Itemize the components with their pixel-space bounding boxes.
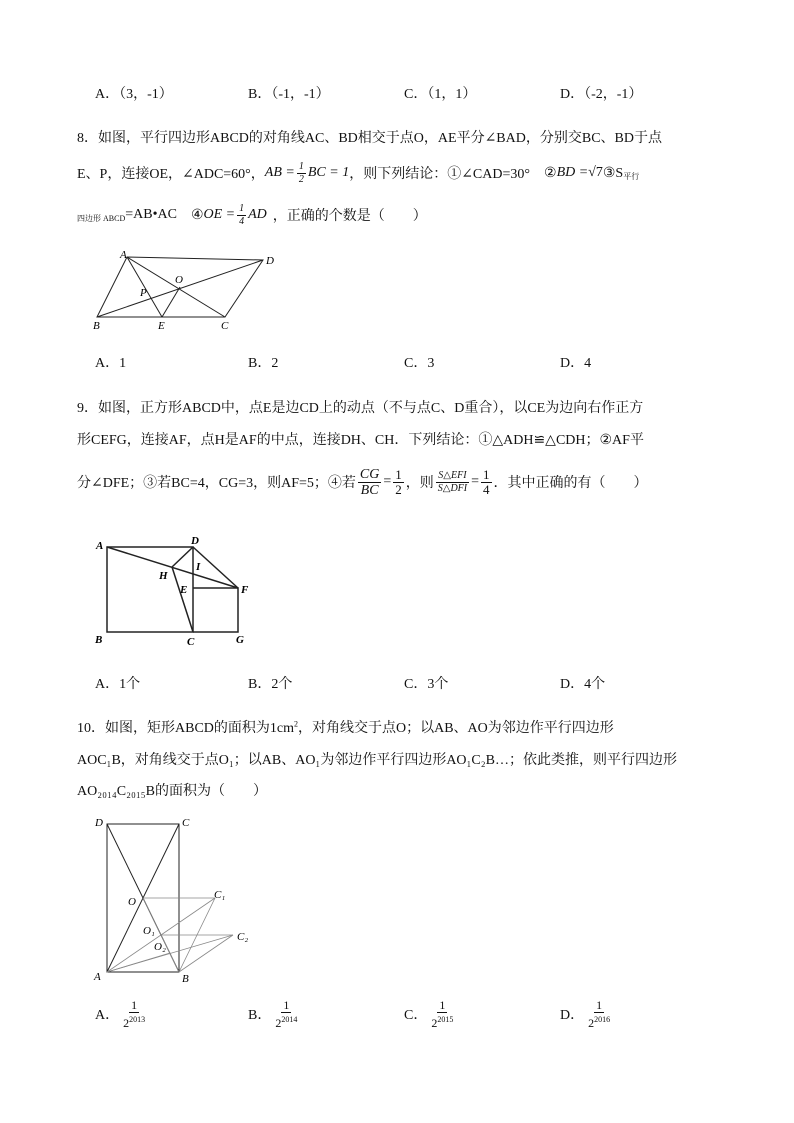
q9-l3-question: ．其中正确的有（ ） (493, 476, 648, 491)
q9-eq-1: = (383, 474, 392, 489)
q7-option-d: D．（-2，-1） (560, 87, 643, 102)
q8-label-c: C (221, 320, 229, 332)
q8-option-a: A．1 (95, 356, 127, 371)
q9-area-ratio-fraction: $\frac{\text{S△EFI}}{\text{S△DFI}}$ (437, 469, 468, 494)
q9-half-fraction: $\frac{1}{2}$ (395, 466, 402, 497)
q8-sub-1: 平行 (623, 171, 640, 181)
q8-ad-expr: AD (248, 207, 267, 222)
q10-label-d: D (95, 817, 103, 829)
q10-label-c: C (182, 817, 190, 829)
q8-option-c: C．3 (404, 356, 435, 371)
q8-l2-text: E、P，连接OE，∠ADC=60°， (77, 167, 265, 182)
q8-l2-circle-3: ③S (602, 165, 624, 181)
q10-option-b: B． $\frac{1}{2^{2014}}$ (248, 998, 298, 1030)
q8-half-fraction: $\frac{1}{2}$ (298, 160, 304, 185)
q8-line-2 (77, 158, 639, 188)
q9-option-d: D．4个 (560, 677, 606, 692)
q8-bd-expr: BD = (556, 165, 589, 180)
q9-line-1: 9．如图，正方形ABCD中，点E是边CD上的动点（不与点C、D重合），以CE为边向右作正方 (77, 401, 644, 416)
q9-l3-then: ，则 (405, 476, 434, 491)
q7-option-b: B．（-1，-1） (248, 87, 330, 102)
q8-option-b: B．2 (248, 356, 279, 371)
q8-ab-expr: AB = (264, 165, 295, 180)
q8-label-o: O (175, 274, 183, 286)
q10-label-c2: C₂ (237, 931, 249, 943)
q10-option-a: A． $\frac{1}{2^{2013}}$ (95, 998, 146, 1030)
q10-line-1 (77, 717, 614, 737)
q9-label-g: G (236, 634, 244, 646)
q8-oe-expr: OE = (203, 207, 236, 222)
q9-option-a: A．1个 (95, 677, 141, 692)
q9-line-3 (77, 462, 648, 502)
q8-l2-conclusions: ，则下列结论：①∠CAD=30° (349, 167, 530, 182)
q8-l3-question: ，正确的个数是（ ） (272, 209, 427, 224)
q10-l1-rest: ，对角线交于点O；以AB、AO为邻边作平行四边形 (298, 721, 614, 736)
q10-rectangle-figure (88, 812, 268, 992)
q7-option-a: A．（3，-1） (95, 87, 173, 102)
q9-quarter-fraction: $\frac{1}{4}$ (483, 466, 490, 497)
q10-l1-sup: 2 (294, 719, 298, 729)
q10-label-c1: C₁ (214, 889, 226, 901)
q8-sqrt7: √7 (588, 165, 603, 180)
q10-label-o2: O₂ (154, 941, 166, 953)
q9-label-b: B (95, 634, 103, 646)
q9-cg-bc-fraction: $\frac{CG}{BC}$ (359, 466, 380, 498)
q8-label-d: D (266, 255, 274, 267)
q9-label-c: C (187, 636, 195, 648)
q10-line-3: AO₂₀₁₄C₂₀₁₅B的面积为（ ） (77, 784, 267, 799)
q10-label-b: B (182, 973, 189, 985)
q8-quarter-fraction: $\frac{1}{4}$ (239, 202, 245, 227)
q9-label-h: H (159, 570, 168, 582)
q8-bc-expr: BC = 1 (307, 165, 350, 180)
q9-option-b: B．2个 (248, 677, 293, 692)
q8-parallelogram-figure (85, 245, 285, 335)
q10-line-2: AOC₁B，对角线交于点O₁；以AB、AO₁为邻边作平行四边形AO₁C₂B…；依此类推，则平行四边形 (77, 753, 677, 768)
q10-option-d: D． $\frac{1}{2^{2016}}$ (560, 998, 611, 1030)
q9-square-figure (88, 530, 258, 650)
q8-line-1: 8．如图，平行四边形ABCD的对角线AC、BD相交于点O，AE平分∠BAD，分别交BC、BD于点 (77, 131, 662, 146)
q9-label-e: E (180, 584, 188, 596)
q8-label-p: P (140, 287, 147, 299)
q9-line-2: 形CEFG，连接AF，点H是AF的中点，连接DH、CH．下列结论：①△ADH≌△CDH；②AF平 (77, 433, 644, 448)
q9-l3-text: 分∠DFE；③若BC=4，CG=3，则AF=5；④若 (77, 476, 356, 491)
q9-option-c: C．3个 (404, 677, 449, 692)
q8-label-e: E (158, 320, 165, 332)
q10-label-a: A (94, 971, 101, 983)
q9-label-i: I (196, 561, 201, 573)
q10-label-o: O (128, 896, 136, 908)
q10-label-o1: O₁ (143, 925, 155, 937)
q8-l2-circle-2: ② (544, 165, 557, 181)
q8-line-3 (77, 200, 427, 230)
q10-option-c: C． $\frac{1}{2^{2015}}$ (404, 998, 454, 1030)
q10-l1-text: 10．如图，矩形ABCD的面积为1cm (77, 721, 294, 736)
q9-label-a: A (96, 540, 104, 552)
q7-option-c: C．（1，1） (404, 87, 477, 102)
q8-option-d: D．4 (560, 356, 592, 371)
q8-label-b: B (93, 320, 100, 332)
q8-l3-circle-4: ④ (190, 207, 204, 223)
q9-label-d: D (191, 535, 199, 547)
q8-sub-2: 四边形 ABCD (77, 213, 126, 223)
q9-label-f: F (241, 584, 249, 596)
q8-l3-ab-ac: =AB•AC (125, 207, 177, 222)
q9-eq-2: = (471, 474, 480, 489)
q8-label-a: A (120, 249, 127, 261)
